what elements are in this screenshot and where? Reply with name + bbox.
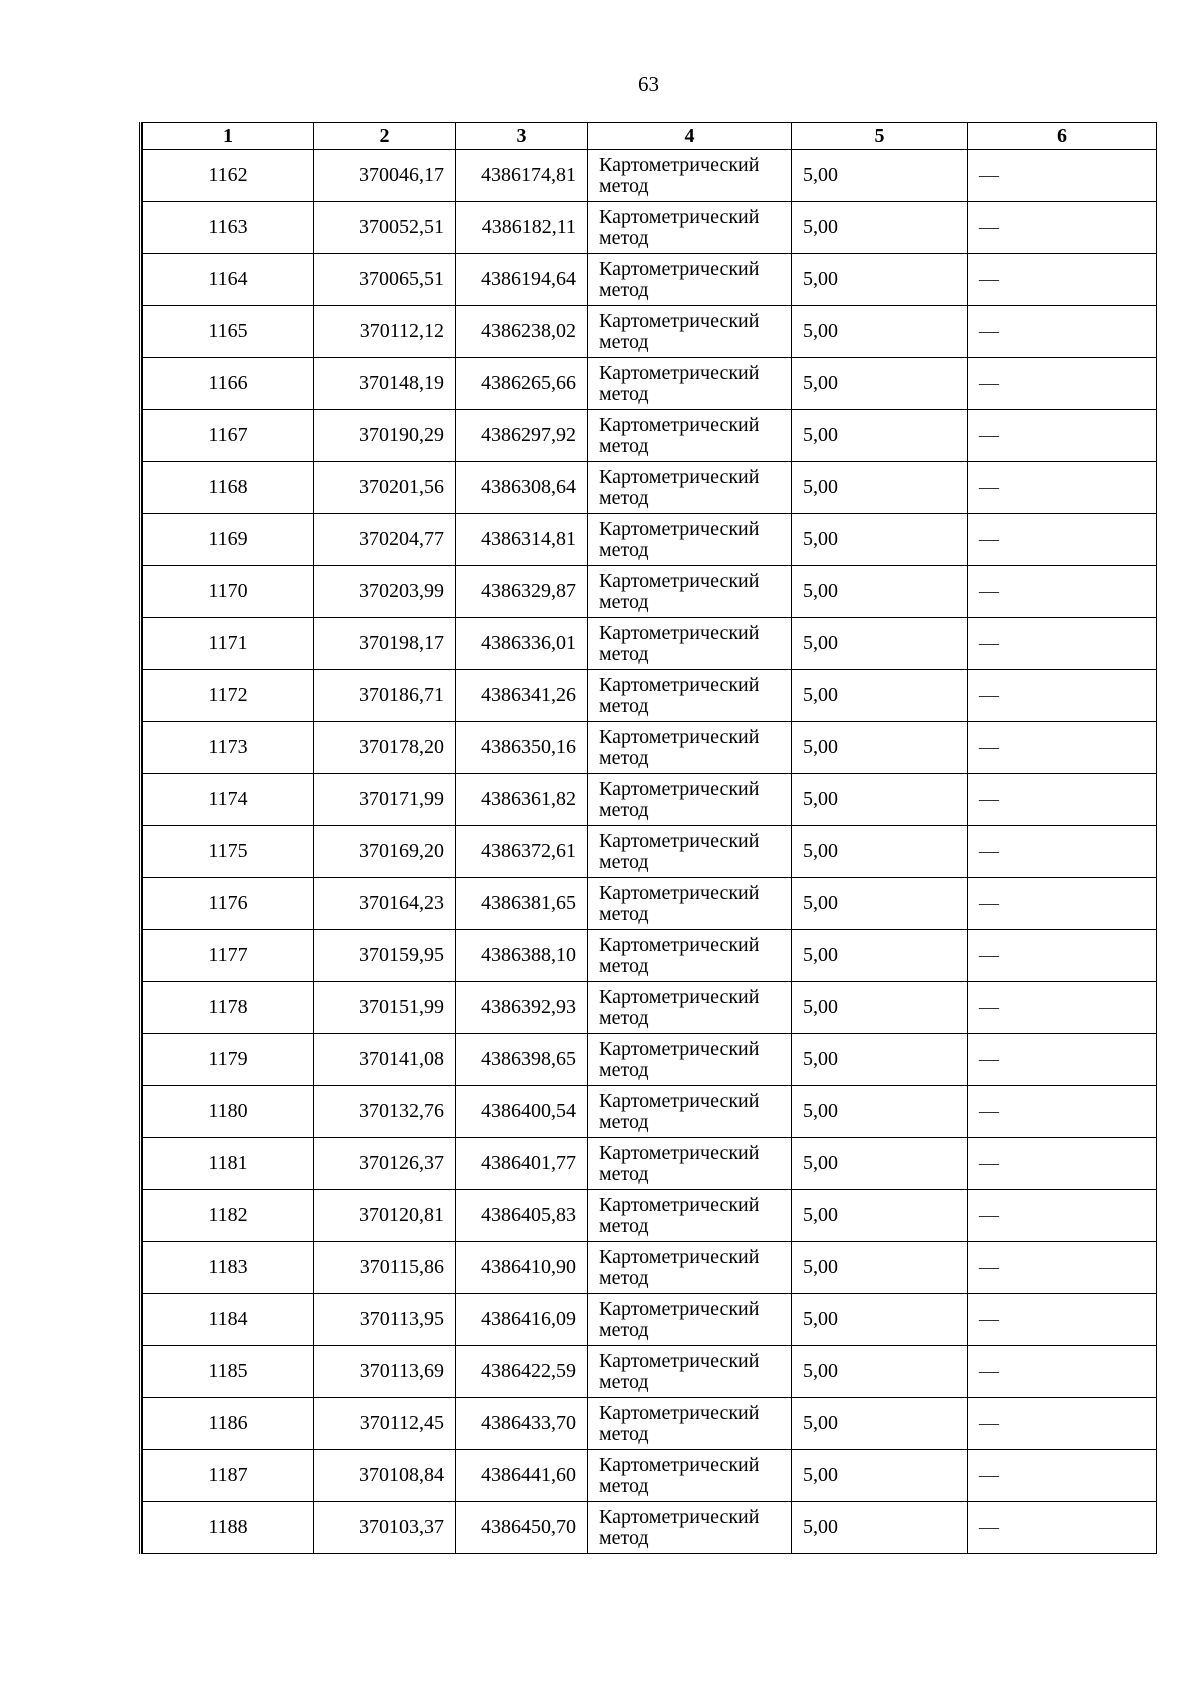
coordinates-table [142, 122, 1157, 1554]
point-number-cell: 1167 [143, 410, 314, 462]
method-cell: Картометрический метод [588, 774, 792, 826]
point-number-cell: 1165 [143, 306, 314, 358]
accuracy-cell: 5,00 [792, 1138, 968, 1190]
point-number-cell: 1176 [143, 878, 314, 930]
x-coordinate-cell: 370126,37 [314, 1138, 456, 1190]
note-cell: — [968, 1502, 1157, 1554]
column-header-1: 1 [143, 123, 314, 150]
accuracy-cell: 5,00 [792, 514, 968, 566]
column-header-4: 4 [588, 123, 792, 150]
accuracy-cell: 5,00 [792, 462, 968, 514]
x-coordinate-cell: 370108,84 [314, 1450, 456, 1502]
x-coordinate-cell: 370046,17 [314, 150, 456, 202]
point-number-cell: 1178 [143, 982, 314, 1034]
method-cell: Картометрический метод [588, 1346, 792, 1398]
accuracy-cell: 5,00 [792, 1294, 968, 1346]
y-coordinate-cell: 4386398,65 [456, 1034, 588, 1086]
point-number-cell: 1175 [143, 826, 314, 878]
page-number: 63 [638, 72, 659, 96]
y-coordinate-cell: 4386329,87 [456, 566, 588, 618]
table-row [143, 930, 1157, 982]
y-coordinate-cell: 4386308,64 [456, 462, 588, 514]
note-cell: — [968, 1294, 1157, 1346]
point-number-cell: 1173 [143, 722, 314, 774]
y-coordinate-cell: 4386441,60 [456, 1450, 588, 1502]
accuracy-cell: 5,00 [792, 202, 968, 254]
table-row [143, 878, 1157, 930]
y-coordinate-cell: 4386416,09 [456, 1294, 588, 1346]
table-row [143, 306, 1157, 358]
accuracy-cell: 5,00 [792, 774, 968, 826]
point-number-cell: 1184 [143, 1294, 314, 1346]
column-header-5: 5 [792, 123, 968, 150]
table-row [143, 1034, 1157, 1086]
accuracy-cell: 5,00 [792, 618, 968, 670]
note-cell: — [968, 1398, 1157, 1450]
x-coordinate-cell: 370113,95 [314, 1294, 456, 1346]
note-cell: — [968, 1242, 1157, 1294]
note-cell: — [968, 150, 1157, 202]
column-header-2: 2 [314, 123, 456, 150]
note-cell: — [968, 982, 1157, 1034]
table-row [143, 1398, 1157, 1450]
accuracy-cell: 5,00 [792, 826, 968, 878]
table-row [143, 566, 1157, 618]
y-coordinate-cell: 4386410,90 [456, 1242, 588, 1294]
y-coordinate-cell: 4386265,66 [456, 358, 588, 410]
y-coordinate-cell: 4386182,11 [456, 202, 588, 254]
table-row [143, 462, 1157, 514]
point-number-cell: 1174 [143, 774, 314, 826]
coordinates-table-wrapper [139, 122, 1160, 1554]
note-cell: — [968, 878, 1157, 930]
table-row [143, 1450, 1157, 1502]
x-coordinate-cell: 370115,86 [314, 1242, 456, 1294]
x-coordinate-cell: 370190,29 [314, 410, 456, 462]
method-cell: Картометрический метод [588, 1034, 792, 1086]
table-row [143, 670, 1157, 722]
method-cell: Картометрический метод [588, 150, 792, 202]
method-cell: Картометрический метод [588, 826, 792, 878]
point-number-cell: 1177 [143, 930, 314, 982]
method-cell: Картометрический метод [588, 566, 792, 618]
method-cell: Картометрический метод [588, 930, 792, 982]
y-coordinate-cell: 4386361,82 [456, 774, 588, 826]
x-coordinate-cell: 370164,23 [314, 878, 456, 930]
point-number-cell: 1166 [143, 358, 314, 410]
point-number-cell: 1185 [143, 1346, 314, 1398]
y-coordinate-cell: 4386341,26 [456, 670, 588, 722]
x-coordinate-cell: 370151,99 [314, 982, 456, 1034]
table-row [143, 202, 1157, 254]
table-header [143, 123, 1157, 150]
table-row [143, 826, 1157, 878]
point-number-cell: 1168 [143, 462, 314, 514]
point-number-cell: 1170 [143, 566, 314, 618]
accuracy-cell: 5,00 [792, 878, 968, 930]
y-coordinate-cell: 4386350,16 [456, 722, 588, 774]
method-cell: Картометрический метод [588, 1138, 792, 1190]
table-row [143, 1138, 1157, 1190]
y-coordinate-cell: 4386381,65 [456, 878, 588, 930]
note-cell: — [968, 826, 1157, 878]
table-row [143, 982, 1157, 1034]
accuracy-cell: 5,00 [792, 1242, 968, 1294]
note-cell: — [968, 306, 1157, 358]
method-cell: Картометрический метод [588, 306, 792, 358]
method-cell: Картометрический метод [588, 1294, 792, 1346]
note-cell: — [968, 618, 1157, 670]
y-coordinate-cell: 4386400,54 [456, 1086, 588, 1138]
y-coordinate-cell: 4386433,70 [456, 1398, 588, 1450]
y-coordinate-cell: 4386174,81 [456, 150, 588, 202]
x-coordinate-cell: 370198,17 [314, 618, 456, 670]
accuracy-cell: 5,00 [792, 410, 968, 462]
accuracy-cell: 5,00 [792, 1450, 968, 1502]
note-cell: — [968, 462, 1157, 514]
point-number-cell: 1163 [143, 202, 314, 254]
x-coordinate-cell: 370203,99 [314, 566, 456, 618]
table-row [143, 410, 1157, 462]
note-cell: — [968, 1086, 1157, 1138]
accuracy-cell: 5,00 [792, 566, 968, 618]
accuracy-cell: 5,00 [792, 1086, 968, 1138]
accuracy-cell: 5,00 [792, 358, 968, 410]
method-cell: Картометрический метод [588, 202, 792, 254]
point-number-cell: 1171 [143, 618, 314, 670]
x-coordinate-cell: 370201,56 [314, 462, 456, 514]
y-coordinate-cell: 4386336,01 [456, 618, 588, 670]
table-row [143, 722, 1157, 774]
point-number-cell: 1187 [143, 1450, 314, 1502]
y-coordinate-cell: 4386388,10 [456, 930, 588, 982]
note-cell: — [968, 514, 1157, 566]
x-coordinate-cell: 370178,20 [314, 722, 456, 774]
table-row [143, 1502, 1157, 1554]
x-coordinate-cell: 370186,71 [314, 670, 456, 722]
x-coordinate-cell: 370159,95 [314, 930, 456, 982]
accuracy-cell: 5,00 [792, 1502, 968, 1554]
x-coordinate-cell: 370112,12 [314, 306, 456, 358]
accuracy-cell: 5,00 [792, 150, 968, 202]
method-cell: Картометрический метод [588, 1450, 792, 1502]
note-cell: — [968, 254, 1157, 306]
accuracy-cell: 5,00 [792, 254, 968, 306]
point-number-cell: 1180 [143, 1086, 314, 1138]
y-coordinate-cell: 4386450,70 [456, 1502, 588, 1554]
accuracy-cell: 5,00 [792, 722, 968, 774]
method-cell: Картометрический метод [588, 254, 792, 306]
method-cell: Картометрический метод [588, 1190, 792, 1242]
note-cell: — [968, 1138, 1157, 1190]
table-row [143, 1242, 1157, 1294]
table-row [143, 1190, 1157, 1242]
accuracy-cell: 5,00 [792, 670, 968, 722]
x-coordinate-cell: 370103,37 [314, 1502, 456, 1554]
accuracy-cell: 5,00 [792, 1346, 968, 1398]
point-number-cell: 1181 [143, 1138, 314, 1190]
accuracy-cell: 5,00 [792, 930, 968, 982]
method-cell: Картометрический метод [588, 670, 792, 722]
method-cell: Картометрический метод [588, 1398, 792, 1450]
point-number-cell: 1172 [143, 670, 314, 722]
x-coordinate-cell: 370065,51 [314, 254, 456, 306]
note-cell: — [968, 358, 1157, 410]
y-coordinate-cell: 4386372,61 [456, 826, 588, 878]
method-cell: Картометрический метод [588, 410, 792, 462]
y-coordinate-cell: 4386194,64 [456, 254, 588, 306]
method-cell: Картометрический метод [588, 618, 792, 670]
note-cell: — [968, 410, 1157, 462]
accuracy-cell: 5,00 [792, 306, 968, 358]
table-row [143, 150, 1157, 202]
note-cell: — [968, 930, 1157, 982]
point-number-cell: 1179 [143, 1034, 314, 1086]
note-cell: — [968, 1034, 1157, 1086]
x-coordinate-cell: 370052,51 [314, 202, 456, 254]
note-cell: — [968, 1450, 1157, 1502]
x-coordinate-cell: 370169,20 [314, 826, 456, 878]
y-coordinate-cell: 4386314,81 [456, 514, 588, 566]
accuracy-cell: 5,00 [792, 1034, 968, 1086]
point-number-cell: 1169 [143, 514, 314, 566]
method-cell: Картометрический метод [588, 358, 792, 410]
y-coordinate-cell: 4386401,77 [456, 1138, 588, 1190]
note-cell: — [968, 566, 1157, 618]
column-header-6: 6 [968, 123, 1157, 150]
x-coordinate-cell: 370141,08 [314, 1034, 456, 1086]
table-row [143, 774, 1157, 826]
x-coordinate-cell: 370148,19 [314, 358, 456, 410]
point-number-cell: 1162 [143, 150, 314, 202]
x-coordinate-cell: 370120,81 [314, 1190, 456, 1242]
method-cell: Картометрический метод [588, 722, 792, 774]
y-coordinate-cell: 4386297,92 [456, 410, 588, 462]
point-number-cell: 1182 [143, 1190, 314, 1242]
method-cell: Картометрический метод [588, 1502, 792, 1554]
table-row [143, 618, 1157, 670]
accuracy-cell: 5,00 [792, 982, 968, 1034]
table-row [143, 254, 1157, 306]
y-coordinate-cell: 4386392,93 [456, 982, 588, 1034]
x-coordinate-cell: 370112,45 [314, 1398, 456, 1450]
point-number-cell: 1164 [143, 254, 314, 306]
method-cell: Картометрический метод [588, 1086, 792, 1138]
x-coordinate-cell: 370171,99 [314, 774, 456, 826]
column-header-3: 3 [456, 123, 588, 150]
note-cell: — [968, 670, 1157, 722]
table-body [143, 150, 1157, 1554]
note-cell: — [968, 202, 1157, 254]
note-cell: — [968, 1346, 1157, 1398]
x-coordinate-cell: 370132,76 [314, 1086, 456, 1138]
method-cell: Картометрический метод [588, 1242, 792, 1294]
header-row [143, 123, 1157, 150]
accuracy-cell: 5,00 [792, 1398, 968, 1450]
x-coordinate-cell: 370204,77 [314, 514, 456, 566]
table-row [143, 1086, 1157, 1138]
y-coordinate-cell: 4386405,83 [456, 1190, 588, 1242]
point-number-cell: 1183 [143, 1242, 314, 1294]
note-cell: — [968, 1190, 1157, 1242]
table-row [143, 514, 1157, 566]
note-cell: — [968, 722, 1157, 774]
x-coordinate-cell: 370113,69 [314, 1346, 456, 1398]
y-coordinate-cell: 4386422,59 [456, 1346, 588, 1398]
note-cell: — [968, 774, 1157, 826]
point-number-cell: 1186 [143, 1398, 314, 1450]
method-cell: Картометрический метод [588, 878, 792, 930]
table-row [143, 1294, 1157, 1346]
method-cell: Картометрический метод [588, 982, 792, 1034]
point-number-cell: 1188 [143, 1502, 314, 1554]
y-coordinate-cell: 4386238,02 [456, 306, 588, 358]
table-row [143, 358, 1157, 410]
method-cell: Картометрический метод [588, 514, 792, 566]
method-cell: Картометрический метод [588, 462, 792, 514]
accuracy-cell: 5,00 [792, 1190, 968, 1242]
table-row [143, 1346, 1157, 1398]
